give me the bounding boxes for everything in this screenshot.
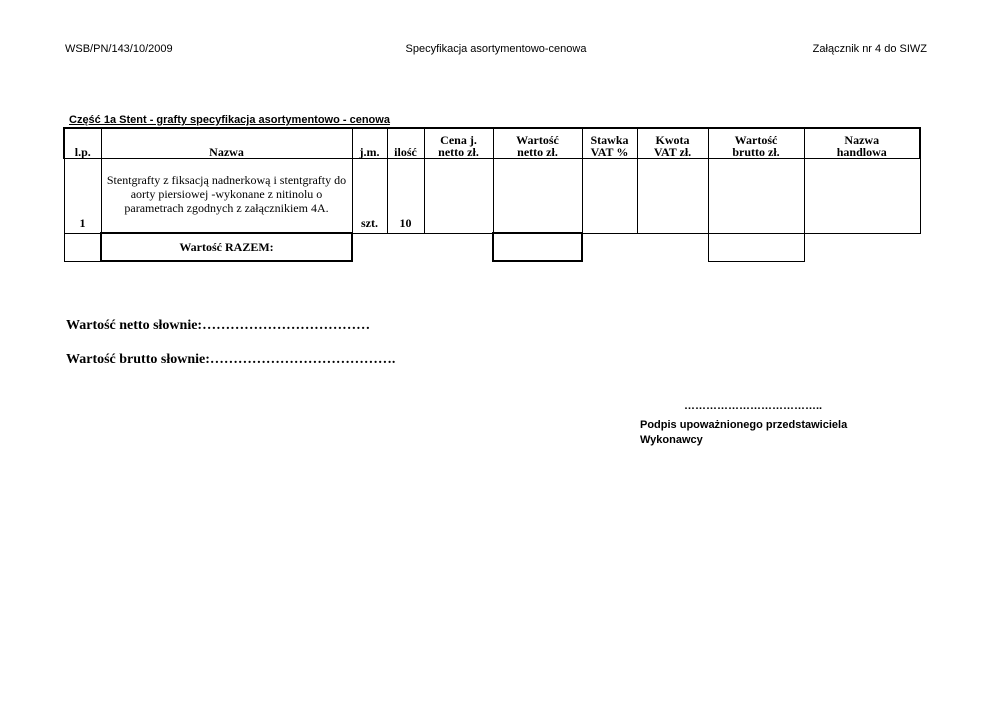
col-lp-header: l.p. [64,128,101,158]
col-qty-header: ilość [387,128,424,158]
total-empty-cell [582,233,637,261]
total-gross-value-cell[interactable] [708,233,804,261]
row-gross-value-cell[interactable] [708,158,804,233]
row-lp: 1 [64,158,101,233]
row-qty: 10 [387,158,424,233]
col-name-header: Nazwa [101,128,352,158]
total-empty-cell [804,233,920,261]
total-lp-cell [64,233,101,261]
table-header-row [64,128,920,158]
total-empty-cell [637,233,708,261]
col-trade-name-header: Nazwa handlowa [804,128,920,158]
total-empty-cell [387,233,424,261]
total-empty-cell [424,233,493,261]
col-vat-rate-header: Stawka VAT % [582,128,637,158]
attachment-label: Załącznik nr 4 do SIWZ [812,43,927,55]
total-net-value-cell[interactable] [493,233,582,261]
signature-label-line1: Podpis upoważnionego przedstawiciela [640,419,848,431]
col-unit-header: j.m. [352,128,387,158]
signature-label [640,418,847,448]
total-row [64,233,920,261]
row-unit: szt. [352,158,387,233]
document-reference: WSB/PN/143/10/2009 [65,43,173,55]
signature-line: ……………………………….. [684,400,823,412]
row-net-value-cell[interactable] [493,158,582,233]
gross-value-in-words: Wartość brutto słownie:…………………………………. [66,352,396,367]
row-vat-rate-cell[interactable] [582,158,637,233]
document-title: Specyfikacja asortymentowo-cenowa [405,43,587,55]
section-title: Część 1a Stent - grafty specyfikacja asortymentowo - cenowa [69,114,390,126]
row-name: Stentgrafty z fiksacją nadnerkową i stentgrafty do aorty piersiowej -wykonane z nitinolu o parametrach zgodnych z załącznikiem 4A. [101,158,352,233]
row-unit-price-cell[interactable] [424,158,493,233]
col-vat-amount-header: Kwota VAT zł. [637,128,708,158]
col-net-value-header: Wartość netto zł. [493,128,582,158]
total-empty-cell [352,233,387,261]
row-trade-name-cell[interactable] [804,158,920,233]
table-row [64,158,920,233]
signature-label-line2: Wykonawcy [640,434,703,446]
row-vat-amount-cell[interactable] [637,158,708,233]
total-label: Wartość RAZEM: [101,233,352,261]
col-gross-value-header: Wartość brutto zł. [708,128,804,158]
col-unit-price-header: Cena j. netto zł. [424,128,493,158]
net-value-in-words: Wartość netto słownie:……………………………… [66,318,371,333]
specification-table [63,127,921,262]
